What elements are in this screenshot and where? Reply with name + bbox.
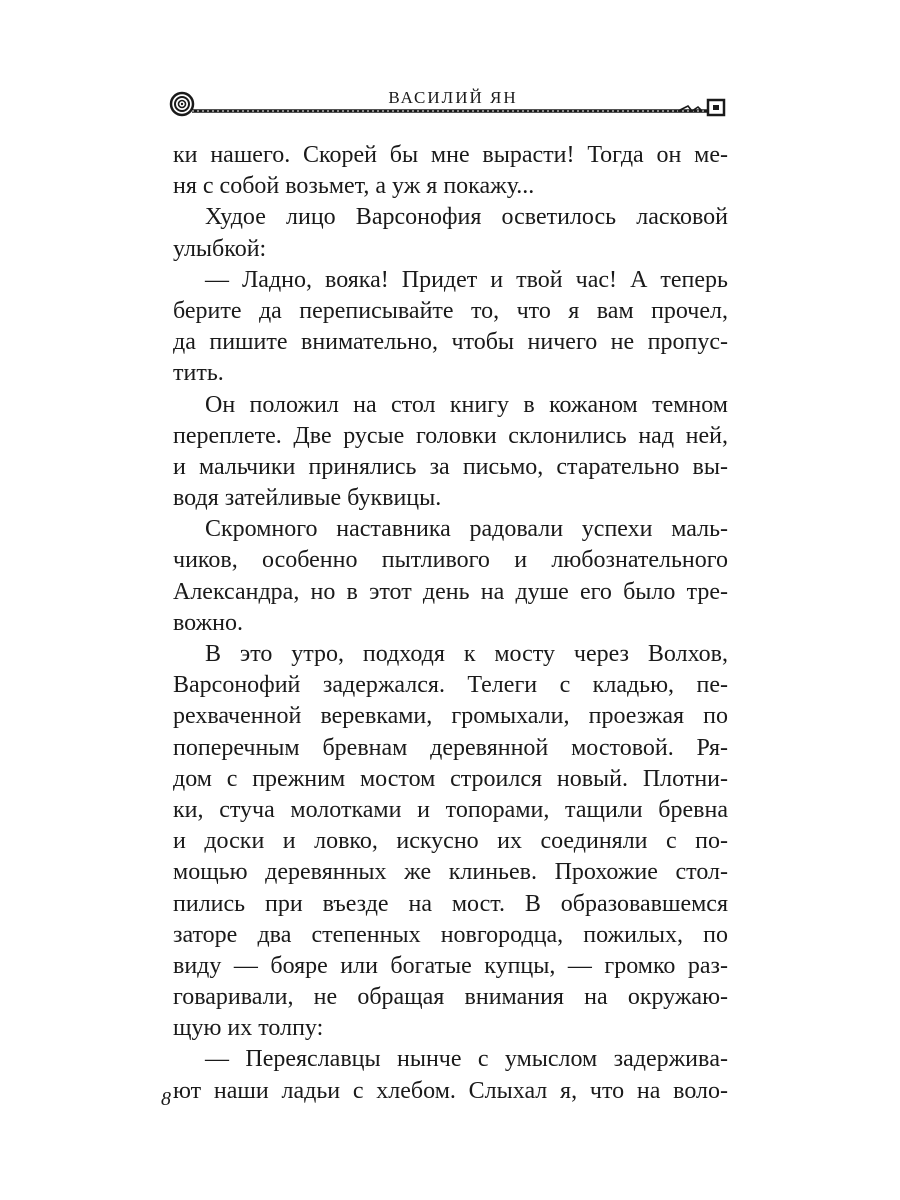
text-line: дом с прежним мостом строился новый. Плотни- xyxy=(173,765,728,792)
text-line: берите да переписывайте то, что я вам прочел, xyxy=(173,297,728,324)
running-header xyxy=(168,84,738,124)
text-line: Он положил на стол книгу в кожаном темном xyxy=(205,391,728,418)
body-text xyxy=(173,140,728,1107)
text-line: водя затейливые буквицы. xyxy=(173,485,442,512)
text-line: пились при въезде на мост. В образовавшемся xyxy=(173,890,728,917)
text-line: заторе два степенных новгородца, пожилых, по xyxy=(173,921,728,948)
text-line: ня с собой возьмет, а уж я покажу... xyxy=(173,173,535,200)
author-name: ВАСИЛИЙ ЯН xyxy=(388,88,518,107)
text-line: ют наши ладьи с хлебом. Слыхал я, что на воло- xyxy=(173,1077,728,1104)
text-line: и доски и ловко, искусно их соединяли с по- xyxy=(173,828,728,855)
text-line: ки нашего. Скорей бы мне вырасти! Тогда он ме- xyxy=(173,142,728,168)
text-line: мощью деревянных же клиньев. Прохожие стол- xyxy=(173,859,728,886)
text-line: Александра, но в этот день на душе его было тре- xyxy=(173,578,728,605)
text-line: чиков, особенно пытливого и любознательного xyxy=(173,547,728,574)
text-line: говаривали, не обращая внимания на окружаю- xyxy=(173,984,728,1011)
text-line: — Переяславцы нынче с умыслом задерживa- xyxy=(205,1046,728,1073)
text-line: тить. xyxy=(173,360,224,387)
text-line: поперечным бревнам деревянной мостовой. Ря- xyxy=(173,734,728,761)
text-line: и мальчики принялись за письмо, старательно вы- xyxy=(173,453,728,480)
text-line: Варсонофий задержался. Телеги с кладью, пе- xyxy=(173,672,728,699)
text-line: щую их толпу: xyxy=(173,1015,324,1042)
text-line: В это утро, подходя к мосту через Волхов, xyxy=(205,641,728,667)
text-line: вожно. xyxy=(173,609,243,636)
text-line: виду — бояре или богатые купцы, — громко раз- xyxy=(173,952,728,979)
text-line: — Ладно, вояка! Придет и твой час! А теперь xyxy=(205,266,728,293)
text-line: Худое лицо Варсонофия осветилось ласковой xyxy=(205,204,728,231)
text-line: переплете. Две русые головки склонились над ней, xyxy=(173,422,728,449)
text-line: рехваченной веревками, громыхали, проезжая по xyxy=(173,703,728,730)
text-line: ки, стуча молотками и топорами, тащили бревна xyxy=(173,796,728,823)
page-number: 8 xyxy=(161,1088,171,1110)
text-line: да пишите внимательно, чтобы ничего не пропус- xyxy=(173,329,728,356)
text-line: улыбкой: xyxy=(173,235,267,262)
text-line: Скромного наставника радовали успехи маль- xyxy=(205,516,728,543)
